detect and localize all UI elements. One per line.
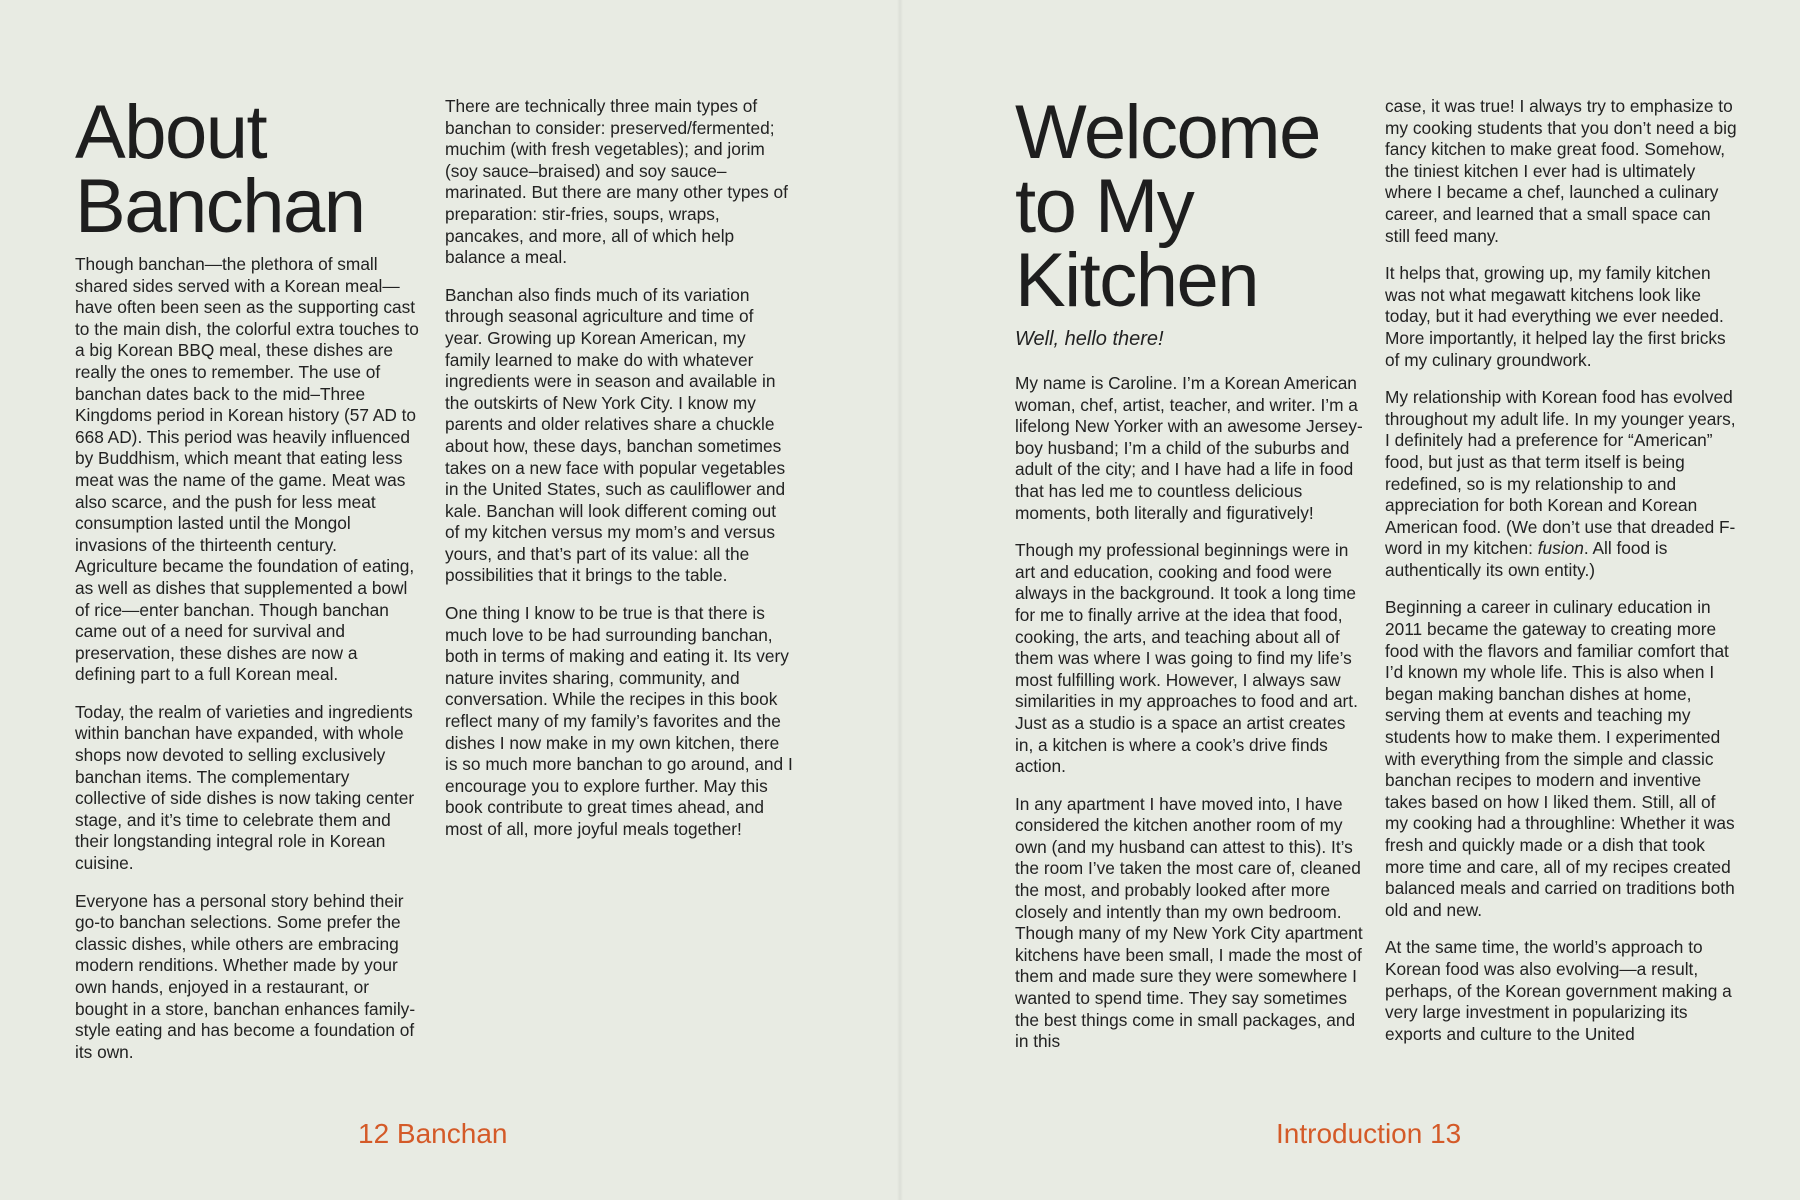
body-text: [75, 254, 420, 1063]
paragraph: There are technically three main types of banchan to consider: preserved/fermented; muchim (with fresh vegetables); and jorim (soy sauce–braised) and soy sauce–marinated. But there are many other types of preparation: stir-fries, soups, wraps, pancakes, and more, all of which help balance a meal.: [445, 96, 788, 268]
title-line: About: [75, 90, 267, 175]
chapter-title-about-banchan: [75, 90, 420, 249]
paragraph: It helps that, growing up, my family kitchen was not what megawatt kitchens look like today, but it had everything we ever needed. More importantly, it helped lay the first bricks of my culinary groundwork.: [1385, 263, 1726, 370]
paragraph: Beginning a career in culinary education in 2011 became the gateway to creating more food with the flavors and familiar comfort that I’d known my whole life. This is also when I began making banchan dishes at home, serving them at events and teaching my students how to make them. I experimented with everything from the simple and classic banchan recipes to modern and inventive takes based on how I liked them. Still, all of my cooking had a throughline: Whether it was fresh and quickly made or a dish that took more time and care, all of my recipes created balanced meals and carried on traditions both old and new.: [1385, 597, 1735, 920]
left-col-1: [75, 90, 420, 1079]
right-page: [900, 0, 1800, 1200]
paragraph-italic: fusion: [1537, 538, 1584, 559]
body-text: [1385, 96, 1737, 1045]
paragraph: Though banchan—the plethora of small shared sides served with a Korean meal—have often been seen as the supporting cast to the main dish, the colorful extra touches to a big Korean BBQ meal, these dishes are really the ones to remember. The use of banchan dates back to the mid–Three Kingdoms period in Korean history (57 AD to 668 AD). This period was heavily influenced by Buddhism, which meant that eating less meat was the name of the game. Meat was also scarce, and the push for less meat consumption lasted until the Mongol invasions of the thirteenth century. Agriculture became the foundation of eating, as well as dishes that supplemented a bowl of rice—enter banchan. Though banchan came out of a need for survival and preservation, these dishes are now a defining part to a full Korean meal.: [75, 254, 419, 685]
paragraph-part: . All food is authentically its own entity.): [1385, 538, 1668, 580]
right-col-2: [1385, 96, 1737, 1061]
paragraph: In any apartment I have moved into, I have considered the kitchen another room of my own (and my husband can attest to this). It’s the room I’ve taken the most care of, cleaned the most, and probably looked after more closely and intently than my own bedroom. Though many of my New York City apartment kitchens have been small, I made the most of them and made sure they were somewhere I wanted to spend time. They say sometimes the best things come in small packages, and in this: [1015, 793, 1363, 1052]
page-folio: Introduction 13: [1276, 1118, 1462, 1149]
body-text: [1015, 373, 1365, 1053]
title-line: to My: [1015, 164, 1194, 249]
paragraph-part: My relationship with Korean food has evolved throughout my adult life. In my younger years, I definitely had a preference for “American” food, but just as that term itself is being redefined, so is my relationship to and appreciation for both Korean and Korean American food. (We don’t use that dreaded F-word in my kitchen:: [1385, 387, 1736, 559]
paragraph: Banchan also finds much of its variation through seasonal agriculture and time of year. Growing up Korean American, my family learned to make do with whatever ingredients were in season and available in the outskirts of New York City. I know my parents and older relatives share a chuckle about how, these days, banchan sometimes takes on a new face with popular vegetables in the United States, such as cauliflower and kale. Banchan will look different coming out of my kitchen versus my mom’s and versus yours, and that’s part of its value: all the possibilities that it brings to the table.: [445, 284, 786, 586]
paragraph: One thing I know to be true is that there is much love to be had surrounding banchan, both in terms of making and eating it. Its very nature invites sharing, community, and conversation. While the recipes in this book reflect many of my family’s favorites and the dishes I now make in my own kitchen, there is so much more banchan to go around, and I encourage you to explore further. May this book contribute to great times ahead, and most of all, more joyful meals together!: [445, 603, 793, 839]
paragraph: [1385, 387, 1737, 581]
subhead: Well, hello there!: [1015, 328, 1164, 350]
title-line: Kitchen: [1015, 238, 1258, 323]
title-line: Welcome: [1015, 90, 1320, 175]
left-col-2: [445, 96, 795, 857]
body-text: [445, 96, 795, 841]
paragraph: Everyone has a personal story behind their go-to banchan selections. Some prefer the classic dishes, while others are embracing modern renditions. Whether made by your own hands, enjoyed in a restaurant, or bought in a store, banchan enhances family-style eating and has become a foundation of its own.: [75, 890, 416, 1062]
title-line: Banchan: [75, 164, 365, 249]
paragraph: Though my professional beginnings were in art and education, cooking and food were always in the background. It took a long time for me to finally arrive at the idea that food, cooking, the arts, and teaching about all of them was where I was going to find my life’s most fulfilling work. However, I always saw similarities in my approaches to food and art. Just as a studio is a space an artist creates in, a kitchen is where a cook’s drive finds action.: [1015, 540, 1358, 777]
page-folio: 12 Banchan: [358, 1118, 508, 1149]
chapter-title-welcome: [1015, 90, 1365, 323]
paragraph: At the same time, the world’s approach to Korean food was also evolving—a result, perhaps, of the Korean government making a very large investment in popularizing its exports and culture to the United: [1385, 937, 1732, 1044]
paragraph: My name is Caroline. I’m a Korean American woman, chef, artist, teacher, and writer. I’m a lifelong New Yorker with an awesome Jersey-boy husband; I’m a child of the suburbs and adult of the city; and I have had a life in food that has led me to countless delicious moments, both literally and figuratively!: [1015, 373, 1363, 523]
paragraph: Today, the realm of varieties and ingredients within banchan have expanded, with whole shops now devoted to selling exclusively banchan items. The complementary collective of side dishes is now taking center stage, and it’s time to celebrate them and their longstanding integral role in Korean cuisine.: [75, 701, 415, 874]
right-col-1: [1015, 90, 1365, 1069]
paragraph: case, it was true! I always try to emphasize to my cooking students that you don’t need a big fancy kitchen to make great food. Somehow, the tiniest kitchen I ever had is ultimately where I became a chef, launched a culinary career, and learned that a small space can still feed many.: [1385, 96, 1737, 246]
